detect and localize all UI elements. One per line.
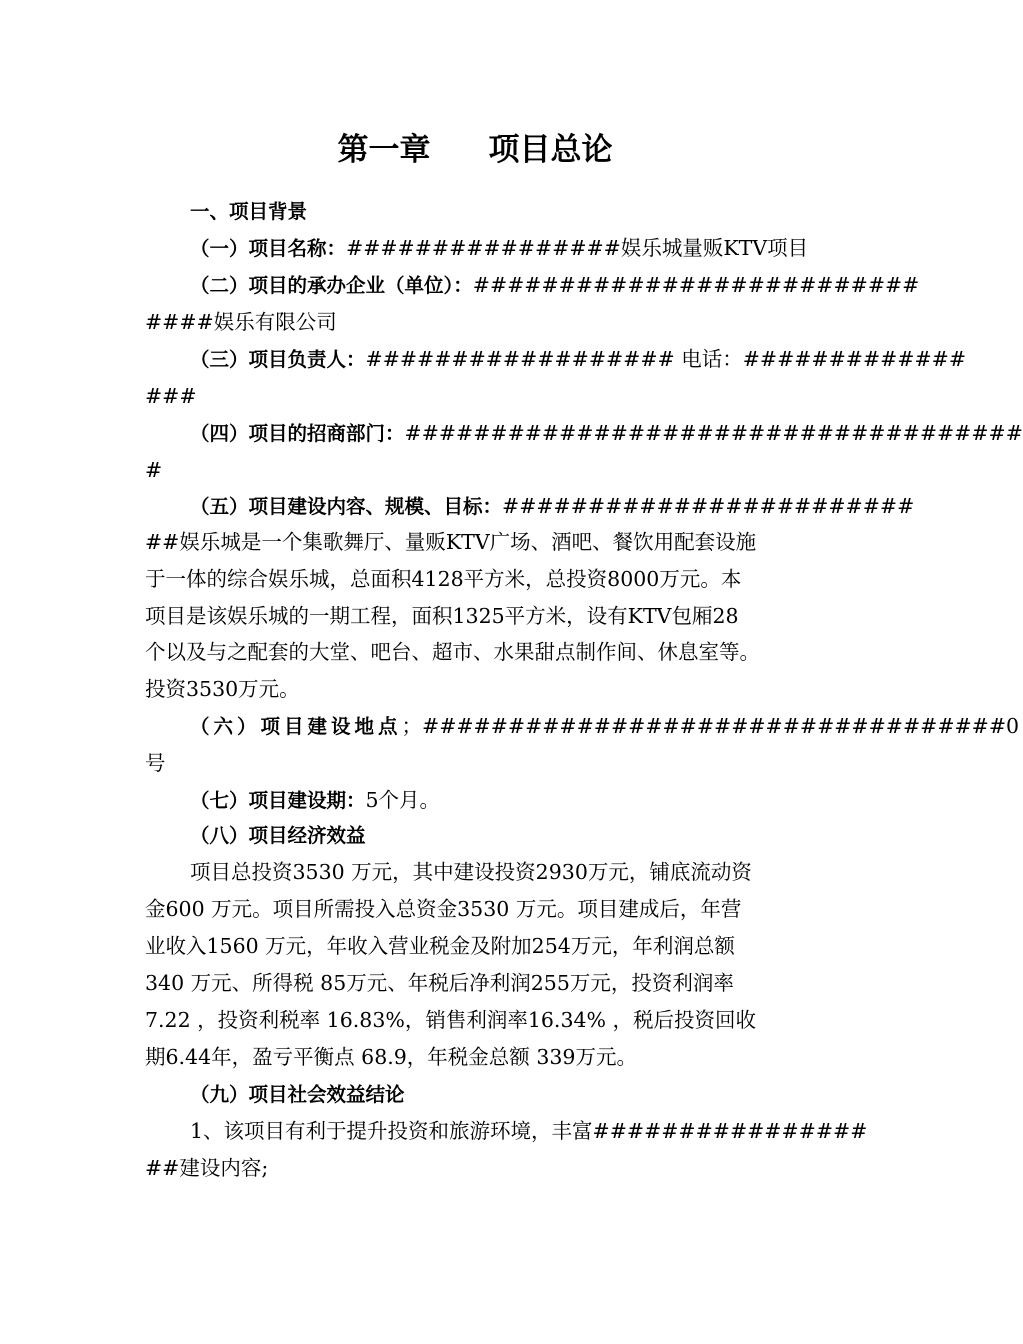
item-label: （六）项目建设地点 [190, 715, 402, 738]
paragraph-line: ##建设内容; [145, 1156, 269, 1180]
paragraph-line: 340 万元、所得税 85万元、年税后净利润255万元，投资利润率 [145, 971, 734, 995]
item-value: 5个月。 [365, 788, 441, 812]
item-label: （七）项目建设期： [190, 789, 366, 812]
paragraph-line: 于一体的综合娱乐城，总面积4128平方米，总投资8000万元。本 [145, 567, 742, 591]
item-investment-dept [190, 415, 1023, 452]
paragraph-line: 投资3530万元。 [145, 677, 300, 701]
paragraph-line: 项目是该娱乐城的一期工程，面积1325平方米，设有KTV包厢28 [145, 604, 739, 628]
paragraph-line: 个以及与之配套的大堂、吧台、超市、水果甜点制作间、休息室等。 [145, 640, 760, 664]
item-location [190, 708, 1019, 745]
item-project-name [190, 230, 808, 267]
item-owner [190, 341, 966, 378]
item-investment-dept-cont: # [145, 458, 163, 482]
item-location-cont: 号 [145, 751, 166, 775]
item-value: #################################### [404, 421, 1023, 445]
paragraph-line: ##娱乐城是一个集歌舞厅、量贩KTV广场、酒吧、餐饮用配套设施 [145, 530, 757, 554]
section-heading: 一、项目背景 [190, 200, 308, 223]
item-organizer [190, 267, 919, 304]
item-period [190, 782, 440, 819]
item-economic-benefit: （八）项目经济效益 [190, 824, 366, 847]
item-value: ######################## [502, 494, 915, 518]
item-label: （一）项目名称： [190, 237, 347, 260]
item-value: ################## 电话：############# [365, 347, 967, 371]
item-organizer-cont: ####娱乐有限公司 [145, 310, 337, 334]
chapter-number: 第一章 [337, 132, 431, 168]
item-label: （四）项目的招商部门： [190, 422, 405, 445]
chapter-title [0, 125, 950, 175]
item-construction [190, 488, 914, 525]
item-label: （二）项目的承办企业（单位）： [190, 274, 473, 297]
paragraph-line: 项目总投资3530 万元，其中建设投资2930万元，铺底流动资 [190, 860, 752, 884]
paragraph-line: 7.22 ，投资利税率 16.83%，销售利润率16.34% ，税后投资回收 [145, 1008, 757, 1032]
item-social-benefit: （九）项目社会效益结论 [190, 1083, 405, 1106]
item-value: ########################## [472, 273, 920, 297]
paragraph-line: 业收入1560 万元，年收入营业税金及附加254万元，年利润总额 [145, 934, 735, 958]
item-label: （五）项目建设内容、规模、目标： [190, 495, 503, 518]
paragraph-line: 1、该项目有利于提升投资和旅游环境，丰富################ [190, 1119, 868, 1143]
item-value: ；##################################0 [401, 714, 1020, 738]
item-value: ################娱乐城量贩KTV项目 [346, 236, 809, 260]
paragraph-line: 金600 万元。项目所需投入总资金3530 万元。项目建成后，年营 [145, 897, 742, 921]
item-owner-cont: ### [145, 384, 197, 408]
item-label: （三）项目负责人： [190, 348, 366, 371]
chapter-name: 项目总论 [488, 132, 613, 168]
paragraph-line: 期6.44年，盈亏平衡点 68.9，年税金总额 339万元。 [145, 1045, 637, 1069]
